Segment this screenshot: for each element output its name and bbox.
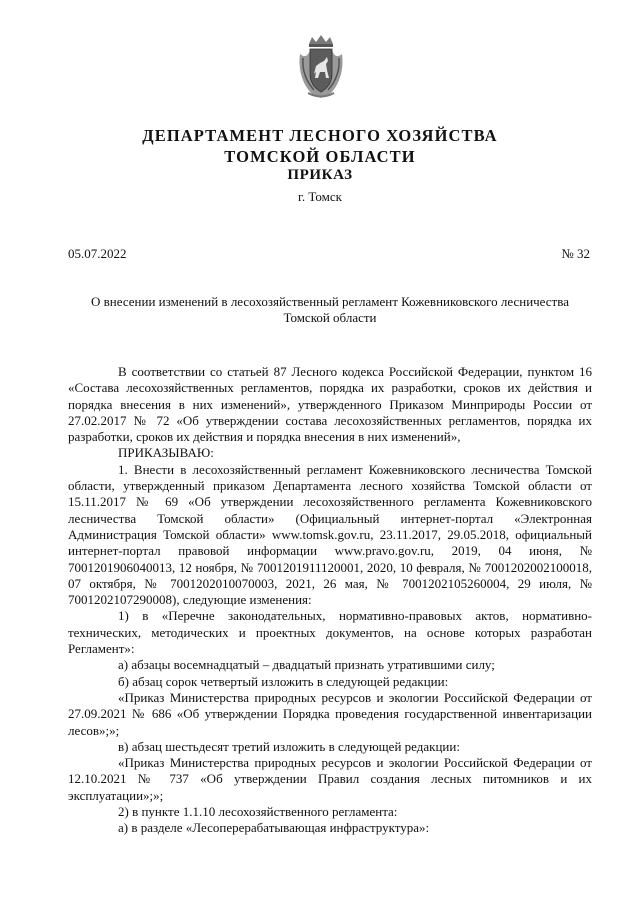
order-word: ПРИКАЗЫВАЮ: (118, 445, 214, 461)
clause-1-2-a: а) в разделе «Лесоперерабатывающая инфраструктура»: (118, 820, 430, 836)
clause-1: 1. Внести в лесохозяйственный регламент Кожевниковского лесничества Томской области, утвержденный приказом Департамента лесного хозяйства Томской области от 15.11.2017 № 69 «Об утверждении лесохозяйственного регламента Кожевниковского лесничества Томской области» (Официальный интернет-портал «Электронная Администрация Томской области» www.tomsk.gov.ru, 23.11.2017, 29.05.2018, официальный интернет-портал правовой информации www.pravo.gov.ru, 2019, 04 июня, № 7001201906040013, 12 ноября, № 7001201911120001, 2020, 10 февраля, № 7001202002100018, 07 октября, № 7001202010070003, 2021, 26 мая, № 7001202105260004, 29 июля, № 7001202107290008), следующие изменения: (68, 461, 592, 608)
clause-1-1-c-quote: «Приказ Министерства природных ресурсов и экологии Российской Федерации от 12.10.2021 № 737 «Об утверждении Правил создания лесных питомников и их эксплуатации»;»; (68, 755, 592, 803)
tomsk-coat-of-arms-icon (296, 34, 346, 100)
clause-1-1-b-quote: «Приказ Министерства природных ресурсов и экологии Российской Федерации от 27.09.2021 № 686 «Об утверждении Порядка проведения государственной инвентаризации лесов»;»; (68, 689, 592, 738)
document-type: ПРИКАЗ (287, 167, 353, 183)
clause-1-1-a: а) абзацы восемнадцатый – двадцатый признать утратившими силу; (118, 657, 495, 673)
clause-1-2: 2) в пункте 1.1.10 лесохозяйственного регламента: (118, 804, 398, 820)
document-subject: О внесении изменений в лесохозяйственный регламент Кожевниковского лесничества Томской области (91, 294, 569, 325)
department-name-line2: ТОМСКОЙ ОБЛАСТИ (224, 147, 416, 166)
clause-1-1-b: б) абзац сорок четвертый изложить в следующей редакции: (118, 673, 449, 689)
clause-1-1: 1) в «Перечне законодательных, нормативно-правовых актов, нормативно-технических, методических и проектных документов, на основе которых разработан Регламент»: (68, 608, 592, 657)
city: г. Томск (298, 189, 342, 204)
department-name-line1: ДЕПАРТАМЕНТ ЛЕСНОГО ХОЗЯЙСТВА (142, 126, 498, 145)
document-date: 05.07.2022 (68, 246, 127, 261)
clause-1-1-c: в) абзац шестьдесят третий изложить в следующей редакции: (118, 738, 460, 754)
document-body (68, 364, 592, 837)
document-number: № 32 (561, 246, 590, 261)
preamble-paragraph: В соответствии со статьей 87 Лесного кодекса Российской Федерации, пунктом 16 «Состава лесохозяйственных регламентов, порядка их разработки, сроков их действия и порядка внесения в них изменений», утвержденного Приказом Минприроды России от 27.02.2017 № 72 «Об утверждении состава лесохозяйственных регламентов, порядка их разработки, сроков их действия и порядка внесения в них изменений», (68, 364, 592, 445)
